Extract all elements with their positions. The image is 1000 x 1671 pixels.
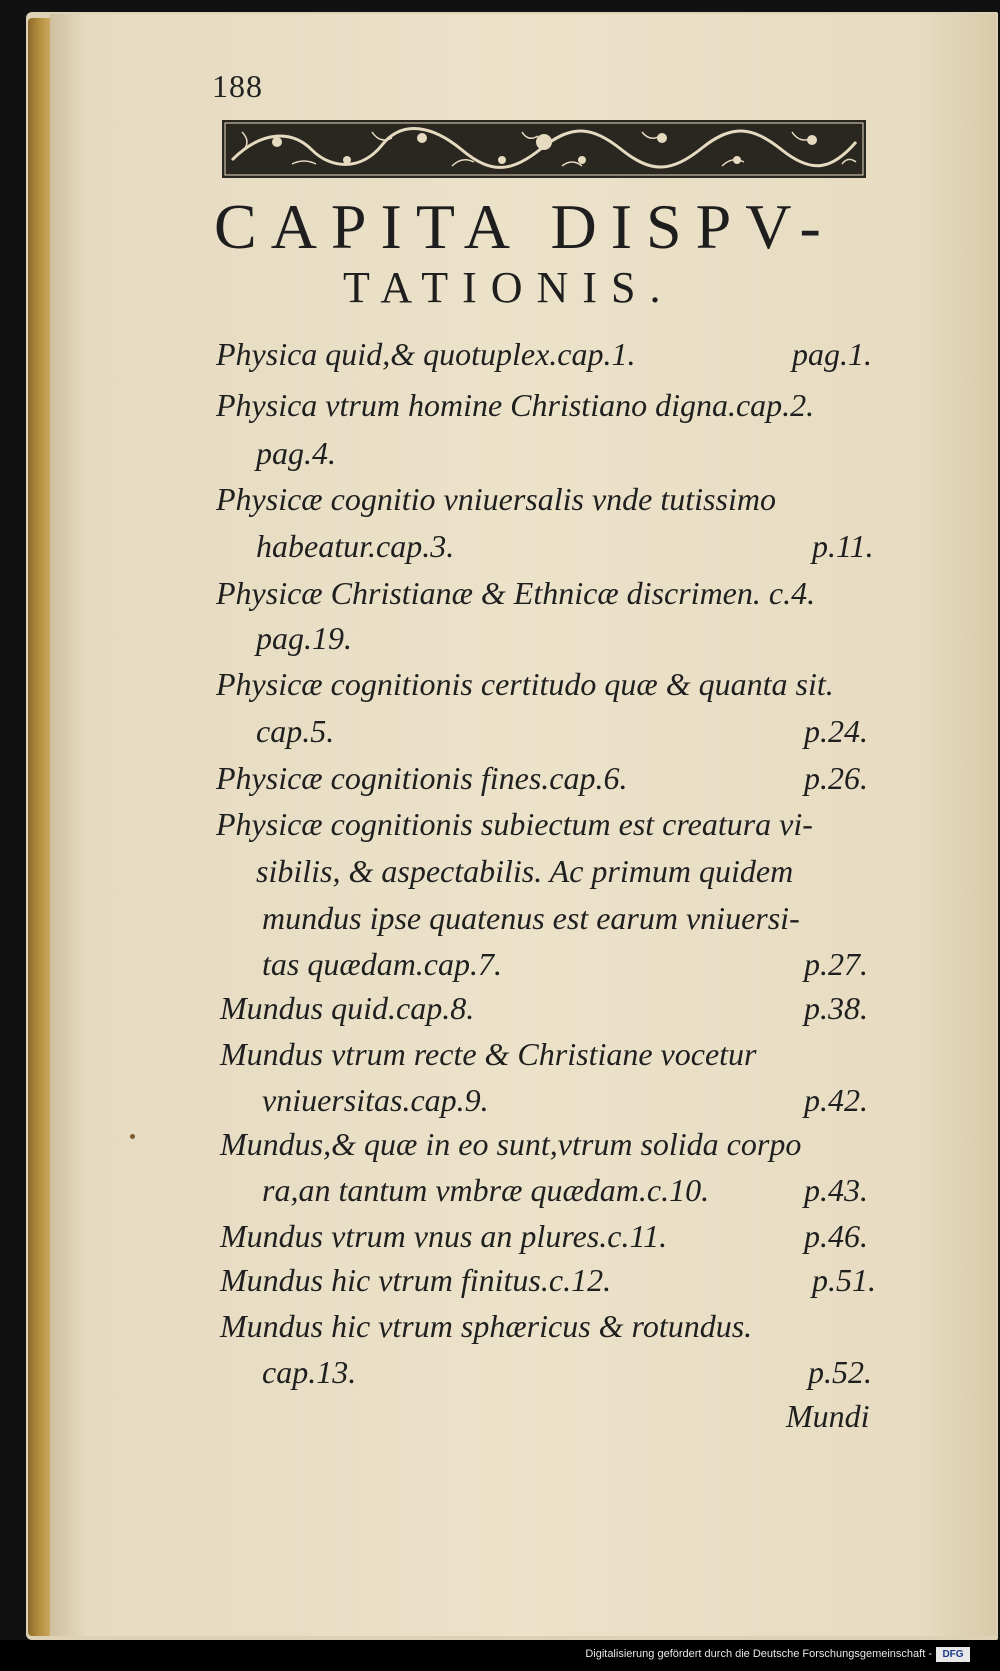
footer-credit: Digitalisierung gefördert durch die Deutsche Forschungsgemeinschaft -: [585, 1648, 932, 1660]
toc-line: Mundus hic vtrum sphæricus & rotundus.: [220, 1308, 753, 1344]
toc-line: Physicæ cognitionis fines.cap.6.: [216, 760, 628, 796]
toc-line: sibilis, & aspectabilis. Ac primum quidem: [256, 853, 794, 889]
toc-page: p.46.: [804, 1218, 868, 1254]
toc-page: p.43.: [804, 1172, 868, 1208]
page-edge: [28, 18, 50, 1636]
toc-line: Mundus hic vtrum finitus.c.12.: [220, 1262, 612, 1298]
toc-line: Physicæ Christianæ & Ethnicæ discrimen. c.4.: [216, 575, 816, 611]
toc-line: Physicæ cognitio vniuersalis vnde tutissimo: [216, 481, 776, 517]
toc-line: cap.5.: [256, 713, 335, 749]
toc-page: pag.1.: [792, 336, 872, 372]
title-line-2: TATIONIS.: [343, 263, 675, 312]
catchword: Mundi: [786, 1398, 870, 1434]
toc-page: p.26.: [804, 760, 868, 796]
toc-line: pag.19.: [256, 620, 352, 656]
toc-page: p.38.: [804, 990, 868, 1026]
toc-line: vniuersitas.cap.9.: [262, 1082, 489, 1118]
toc-page: p.24.: [804, 713, 868, 749]
paper-stain: [130, 1134, 135, 1139]
toc-line: habeatur.cap.3.: [256, 528, 455, 564]
title-line-1: CAPITA DISPV-: [214, 191, 835, 262]
page-number: 188: [212, 68, 263, 104]
dfg-logo: DFG: [936, 1647, 970, 1662]
toc-line: Mundus,& quæ in eo sunt,vtrum solida corpo: [220, 1126, 802, 1162]
toc-line: Physicæ cognitionis certitudo quæ & quanta sit.: [216, 666, 834, 702]
toc-page: p.51.: [812, 1262, 876, 1298]
toc-line: Physicæ cognitionis subiectum est creatura vi-: [216, 806, 813, 842]
toc-line: ra,an tantum vmbræ quædam.c.10.: [262, 1172, 710, 1208]
toc-line: Mundus quid.cap.8.: [220, 990, 475, 1026]
toc-line: cap.13.: [262, 1354, 357, 1390]
toc-page: p.27.: [804, 946, 868, 982]
ornament-band: [222, 120, 866, 178]
toc-page: p.52.: [808, 1354, 872, 1390]
footer-bar: [0, 1640, 1000, 1671]
toc-line: Mundus vtrum recte & Christiane vocetur: [220, 1036, 757, 1072]
toc-line: mundus ipse quatenus est earum vniuersi-: [262, 900, 800, 936]
toc-line: Physica quid,& quotuplex.cap.1.: [216, 336, 636, 372]
toc-page: p.11.: [812, 528, 874, 564]
toc-line: Mundus vtrum vnus an plures.c.11.: [220, 1218, 668, 1254]
toc-page: p.42.: [804, 1082, 868, 1118]
toc-line: tas quædam.cap.7.: [262, 946, 502, 982]
toc-line: Physica vtrum homine Christiano digna.cap.2.: [216, 387, 815, 423]
toc-line: pag.4.: [256, 435, 336, 471]
